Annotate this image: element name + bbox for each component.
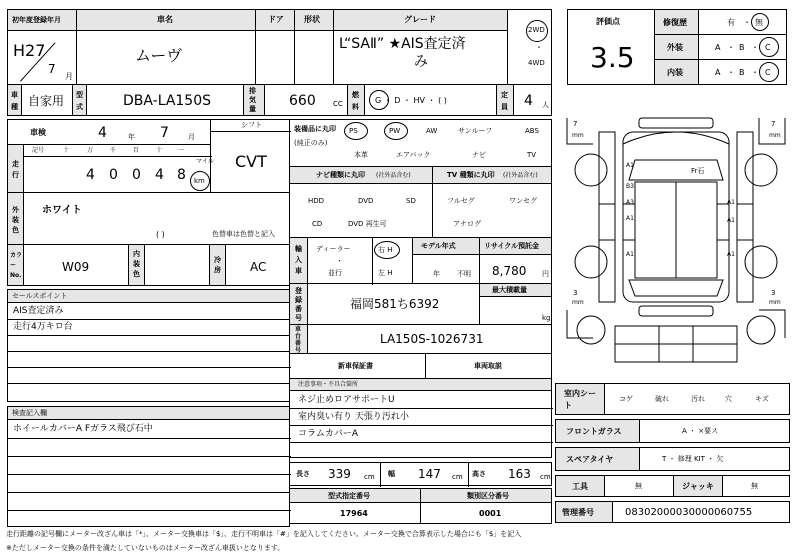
- score-value: 3.5: [590, 41, 635, 74]
- color-no: W09: [62, 260, 90, 274]
- recycle-label: リサイクル預託金: [484, 242, 540, 250]
- usage-cell: [21, 84, 73, 116]
- car-name-label: 車名: [157, 15, 173, 24]
- aircon-label-cell: [209, 244, 226, 286]
- rule: [8, 492, 291, 493]
- int-a: A: [715, 68, 721, 77]
- disp-label: 排気量: [249, 87, 256, 113]
- fuel-label-cell: [347, 84, 365, 116]
- odo-digit: 4: [155, 167, 164, 183]
- type-no: 17964: [340, 509, 368, 518]
- model-year-label: モデル年式: [421, 242, 456, 250]
- note-line: 室内臭い有り 天張り汚れ小: [298, 412, 409, 422]
- equip-cell: [289, 119, 552, 167]
- sales-label-cell: [7, 289, 290, 303]
- recycle-label-cell: [479, 237, 552, 255]
- color-label: 外装色: [12, 206, 19, 234]
- shift-value: CVT: [235, 152, 267, 171]
- tv-opt: アナログ: [453, 220, 481, 228]
- navi-opt: DVD: [358, 197, 374, 205]
- width: 147: [418, 467, 441, 481]
- seat-opt: 汚れ: [691, 395, 705, 403]
- tools-label-cell: [555, 475, 605, 497]
- spare-label: スペアタイヤ: [566, 455, 614, 464]
- score-label: 評価点: [596, 17, 620, 26]
- door-label: ドア: [268, 15, 284, 24]
- diagram-unit: mm: [769, 299, 781, 306]
- car-name-label-cell: [76, 9, 256, 31]
- sales-cell: [7, 302, 290, 402]
- rule: [372, 238, 373, 285]
- repair-no: 無: [755, 18, 763, 27]
- max-load-unit: kg: [542, 314, 551, 322]
- diagram-mark: A1: [626, 162, 634, 169]
- diagram-mark: A1: [626, 215, 634, 222]
- odo-digit: 0: [109, 167, 118, 183]
- color-paren: ( ): [156, 230, 165, 239]
- tools-label: 工具: [572, 482, 588, 491]
- odo-unit: 十: [156, 147, 163, 154]
- jack-label: ジャッキ: [682, 482, 714, 491]
- reg-no-label: 登録番号: [295, 287, 302, 322]
- glass-label-cell: [555, 419, 640, 443]
- mgmt-cell: [612, 501, 790, 523]
- seat-label-cell: [555, 383, 605, 415]
- ext-b: B: [739, 43, 745, 52]
- odo-mile: マイル: [196, 158, 214, 165]
- glass: A ・ ×要ス: [682, 427, 719, 435]
- int-color-cell: [144, 244, 210, 286]
- model-label-cell: [72, 84, 87, 116]
- int-b: B: [739, 68, 745, 77]
- odo-digit: 4: [86, 167, 95, 183]
- chassis: LA150S-1026731: [380, 332, 484, 346]
- rule: [8, 351, 291, 352]
- odo-digit: 0: [132, 167, 141, 183]
- rule: [380, 463, 381, 487]
- chassis-label: 車台番号: [295, 326, 302, 354]
- navi-opt: SD: [406, 197, 416, 205]
- jack-label-cell: [673, 475, 723, 497]
- rule: [468, 463, 469, 487]
- int-label-cell: [654, 59, 699, 85]
- ext-label: 外装: [667, 43, 683, 52]
- navi-note: (社外品含む): [376, 172, 411, 179]
- shift-cell: [210, 119, 290, 193]
- disp-cell: [264, 84, 348, 116]
- import-dot: ・: [336, 257, 343, 265]
- rule: [8, 438, 291, 439]
- note-line: コラムカバーA: [298, 429, 359, 439]
- grade-line1: L“SAⅡ” ★AIS査定済: [339, 36, 466, 52]
- sales-line: AIS査定済み: [13, 306, 64, 316]
- seat-opt: キズ: [755, 395, 769, 403]
- width-label: 幅: [388, 470, 395, 478]
- odo-header-line: [24, 156, 212, 157]
- navi-opt: DVD 再生可: [348, 220, 387, 228]
- diagram-label-bl: 3: [573, 289, 578, 297]
- dims-cell: [289, 462, 552, 486]
- reg-year-label-cell: [7, 9, 77, 31]
- tv-label-cell: [432, 166, 552, 184]
- footer-line1: 走行距離の記号欄にメーター改ざん車は「*」、メーター交換車は「$」、走行不明車は「#」を記入してください。メーター交換で合算表示した場合にも「$」を記入: [6, 530, 522, 538]
- shift-divider: [211, 131, 291, 132]
- model-year-label-cell: [412, 237, 480, 255]
- type-no-cell: [289, 502, 421, 524]
- import-hand-l: 左 H: [378, 269, 393, 277]
- int-dot: ・: [751, 68, 759, 77]
- glass-label: フロントガラス: [566, 427, 622, 436]
- max-load-cell: [479, 296, 552, 325]
- int-label: 内装: [667, 68, 683, 77]
- inspector-label: 検査記入欄: [12, 409, 47, 417]
- equip-item: 本革: [354, 151, 368, 159]
- navi-cell: [289, 183, 433, 238]
- spare-label-cell: [555, 447, 640, 471]
- import-cell: [307, 237, 413, 284]
- odo-unit: 百: [133, 147, 140, 154]
- class-no: 0001: [479, 509, 502, 518]
- fuel-options: G ・ D ・ HV ・ ( ): [375, 96, 447, 105]
- rule: [290, 442, 553, 443]
- chassis-label-cell: [289, 324, 308, 354]
- equip-item: ABS: [525, 127, 539, 135]
- fuel-cell: [364, 84, 497, 116]
- cap: 4: [524, 93, 533, 109]
- model-year-unknown: 不明: [457, 270, 471, 278]
- reg-era: H27: [13, 41, 46, 60]
- seat-cell: [604, 383, 790, 415]
- car-name: ムーヴ: [135, 46, 183, 65]
- color-value: ホワイト: [42, 205, 82, 216]
- class-no-cell: [420, 502, 552, 524]
- door-cell: [255, 30, 295, 85]
- equip-sub: (純正のみ): [294, 139, 328, 147]
- reg-year-cell: [7, 30, 77, 85]
- int-cell: [698, 59, 787, 85]
- int-color-label-cell: [128, 244, 145, 286]
- max-load-label-cell: [479, 283, 552, 297]
- rule: [8, 474, 291, 475]
- model-year-cell: [412, 254, 480, 284]
- note-line: ネジ止めロアサポートU: [298, 395, 395, 405]
- shape-cell: [294, 30, 334, 85]
- odo-km: km: [194, 177, 205, 185]
- diagram-label-tr: 7: [771, 120, 776, 128]
- import-hand-r: 右 H: [378, 246, 393, 254]
- color-no-cell: [23, 244, 129, 286]
- mgmt-label: 管理番号: [562, 508, 594, 517]
- aircon: AC: [250, 260, 267, 274]
- reg-year-label: 初年度登録年月: [12, 16, 61, 24]
- recycle-cell: [479, 254, 552, 284]
- fuel-label: 燃料: [352, 91, 359, 111]
- drive-2wd: 2WD: [528, 26, 545, 34]
- inspection-year: 4: [98, 125, 107, 141]
- inspection-year-unit: 年: [128, 133, 135, 141]
- seat-opt: 穴: [725, 395, 732, 403]
- type-label-cell: [7, 84, 22, 116]
- shape-label: 形状: [304, 15, 320, 24]
- ext-label-cell: [654, 34, 699, 60]
- mgmt: 08302000030000060755: [625, 507, 753, 518]
- navi-label: ナビ種類に丸印: [316, 171, 365, 179]
- cap-label-cell: [496, 84, 514, 116]
- seat-label: 室内シート: [564, 389, 596, 410]
- equip-item: AW: [426, 127, 438, 135]
- model-label: 型式: [76, 91, 83, 111]
- model-year-year: 年: [433, 270, 440, 278]
- car-name-cell: [76, 30, 256, 85]
- usage: 自家用: [28, 94, 65, 108]
- odo-unit: 十: [63, 147, 70, 154]
- diagram-mark: B3: [626, 183, 634, 190]
- diagram-mark: A1: [626, 251, 634, 258]
- glass-cell: [639, 419, 790, 443]
- odo-unit: 万: [87, 147, 94, 154]
- type-no-label-cell: [289, 488, 421, 503]
- seat-opt: コゲ: [619, 395, 633, 403]
- car-outline: [563, 100, 789, 376]
- model-cell: [86, 84, 244, 116]
- tools-cell: [604, 475, 674, 497]
- shape-label-cell: [294, 9, 334, 31]
- repair-label: 修復歴: [663, 18, 687, 27]
- max-load-label: 最大積載量: [492, 286, 527, 294]
- length-unit: cm: [364, 473, 375, 481]
- length: 339: [328, 467, 351, 481]
- reg-month: 7: [48, 62, 56, 76]
- navi-label-cell: [289, 166, 433, 184]
- color-no-label: カラーNo.: [10, 252, 23, 279]
- rule: [8, 367, 291, 368]
- spare-cell: [639, 447, 790, 471]
- odo-unit: 一: [178, 147, 185, 154]
- rule: [8, 335, 291, 336]
- jack-cell: [722, 475, 790, 497]
- spare: T ・ 修理 KIT ・ 欠: [662, 455, 724, 463]
- class-no-label: 類別区分番号: [467, 492, 509, 500]
- repair-cell: [698, 9, 787, 35]
- rule: [8, 319, 291, 320]
- equip-item: エアバック: [396, 151, 431, 159]
- import-dealer: ディーラー: [316, 245, 351, 253]
- inspection-month-unit: 月: [188, 133, 195, 141]
- disp: 660: [289, 93, 316, 109]
- grade-label: グレード: [404, 15, 436, 24]
- odo-unit: 千: [110, 147, 117, 154]
- diagram-mark: A1: [727, 217, 735, 224]
- warranty-label: 新車保証書: [338, 362, 373, 370]
- inspector-label-cell: [7, 406, 290, 420]
- repair-yes: 有: [727, 18, 735, 27]
- equip-item: TV: [527, 151, 537, 159]
- drive-cell: [507, 9, 552, 85]
- aircon-label: 冷房: [214, 256, 221, 274]
- diagram-mark: A3: [626, 199, 634, 206]
- color-no-label-cell: [7, 244, 24, 286]
- ext-cell: [698, 34, 787, 60]
- mgmt-label-cell: [555, 501, 613, 523]
- chassis-cell: [307, 324, 552, 354]
- disp-unit: CC: [333, 100, 343, 108]
- rule: [8, 383, 291, 384]
- odo-digit: 8: [177, 167, 186, 183]
- ext-c: C: [765, 43, 771, 52]
- grade-line2: み: [414, 54, 428, 70]
- sales-label: セールスポイント: [12, 292, 68, 300]
- manual-cell: [425, 353, 552, 379]
- footer-line2: ※ただしメーター交換の条件を満たしていないものはメーター改ざん車扱いとなります。: [6, 544, 285, 552]
- ext-a: A: [715, 43, 721, 52]
- equip-item: ナビ: [472, 151, 486, 159]
- height: 163: [508, 467, 531, 481]
- reg-no: 福岡581ち6392: [350, 297, 440, 311]
- rule: [8, 456, 291, 457]
- tv-note: (社外品含む): [503, 172, 538, 179]
- color-cell: [23, 192, 290, 245]
- import-label: 輸入車: [295, 245, 302, 275]
- tv-opt: フルセグ: [447, 197, 475, 205]
- equip-item: PW: [389, 127, 401, 135]
- odo-label: 走行: [12, 160, 19, 179]
- aircon-cell: [225, 244, 290, 286]
- equip-item: PS: [349, 127, 358, 135]
- manual-label: 車両取説: [474, 362, 502, 370]
- tools: 無: [635, 482, 642, 490]
- reg-no-cell: [307, 283, 480, 325]
- type-no-label: 型式指定番号: [328, 492, 370, 500]
- diagram-unit: mm: [572, 299, 584, 306]
- drive-4wd: 4WD: [528, 59, 545, 67]
- tv-cell: [432, 183, 552, 238]
- navi-opt: HDD: [308, 197, 325, 205]
- reg-no-label-cell: [289, 283, 308, 325]
- repair-dot: ・: [743, 18, 751, 27]
- diagram-label-tl: 7: [573, 120, 578, 128]
- diagram-mark: A1: [727, 199, 735, 206]
- grade-label-cell: [333, 9, 508, 31]
- odo-label-cell: [7, 144, 24, 193]
- inspector-text: ホイールカバーA Fガラス飛び石中: [13, 424, 153, 434]
- int-color-label: 内装色: [133, 250, 140, 278]
- type-label: 車種: [11, 91, 18, 111]
- odo-symbol-label: 記号: [32, 147, 45, 154]
- width-unit: cm: [452, 473, 463, 481]
- equip-label: 装備品に丸印: [294, 125, 336, 133]
- seat-opt: 破れ: [655, 395, 669, 403]
- disp-label-cell: [243, 84, 265, 116]
- tv-label: TV 種類に丸印: [447, 171, 495, 179]
- ext-dot: ・: [727, 43, 735, 52]
- recycle-value: 8,780: [492, 264, 527, 278]
- repair-label-cell: [654, 9, 699, 35]
- cap-unit: 人: [542, 101, 549, 109]
- rule: [290, 408, 553, 409]
- notes-label: 注意事項・不具合箇所: [298, 381, 359, 388]
- int-c: C: [765, 68, 771, 77]
- class-no-label-cell: [420, 488, 552, 503]
- odo-cell: [23, 144, 214, 193]
- cap-label: 定員: [501, 91, 508, 111]
- car-diagram: [563, 100, 789, 376]
- door-label-cell: [255, 9, 295, 31]
- inspector-cell: [7, 419, 290, 527]
- notes-cell: [289, 390, 552, 458]
- reg-month-unit: 月: [65, 72, 73, 81]
- diagram-unit: mm: [769, 132, 781, 139]
- tv-opt: ワンセグ: [509, 197, 537, 205]
- jack: 無: [751, 482, 758, 490]
- diagram-mark: A1: [727, 251, 735, 258]
- rule: [8, 510, 291, 511]
- equip-item: サンルーフ: [458, 127, 493, 135]
- color-note: 色替車は色替と記入: [212, 230, 275, 238]
- ext-dot: ・: [751, 43, 759, 52]
- navi-opt: CD: [312, 220, 323, 228]
- height-unit: cm: [540, 473, 551, 481]
- warranty-cell: [289, 353, 426, 379]
- diagram-label-br: 3: [771, 289, 776, 297]
- grade-cell: [333, 30, 508, 85]
- sales-line: 走行4万キロ台: [13, 322, 73, 332]
- int-dot: ・: [727, 68, 735, 77]
- rule: [290, 425, 553, 426]
- color-label-cell: [7, 192, 24, 245]
- drive-dot: ・: [535, 43, 543, 52]
- inspection-cell: [7, 119, 211, 145]
- inspection-label: 車検: [30, 128, 46, 137]
- recycle-unit: 円: [542, 270, 549, 278]
- height-label: 高さ: [472, 470, 486, 478]
- diagram-damage: Fr石: [691, 167, 705, 175]
- import-parallel: 並行: [328, 269, 342, 277]
- cap-cell: [513, 84, 552, 116]
- shift-label: シフト: [241, 121, 262, 129]
- length-label: 長さ: [296, 470, 310, 478]
- diagram-unit: mm: [572, 132, 584, 139]
- import-label-cell: [289, 237, 308, 284]
- score-cell: [567, 9, 655, 85]
- inspection-month: 7: [160, 125, 169, 141]
- model: DBA-LA150S: [123, 93, 212, 109]
